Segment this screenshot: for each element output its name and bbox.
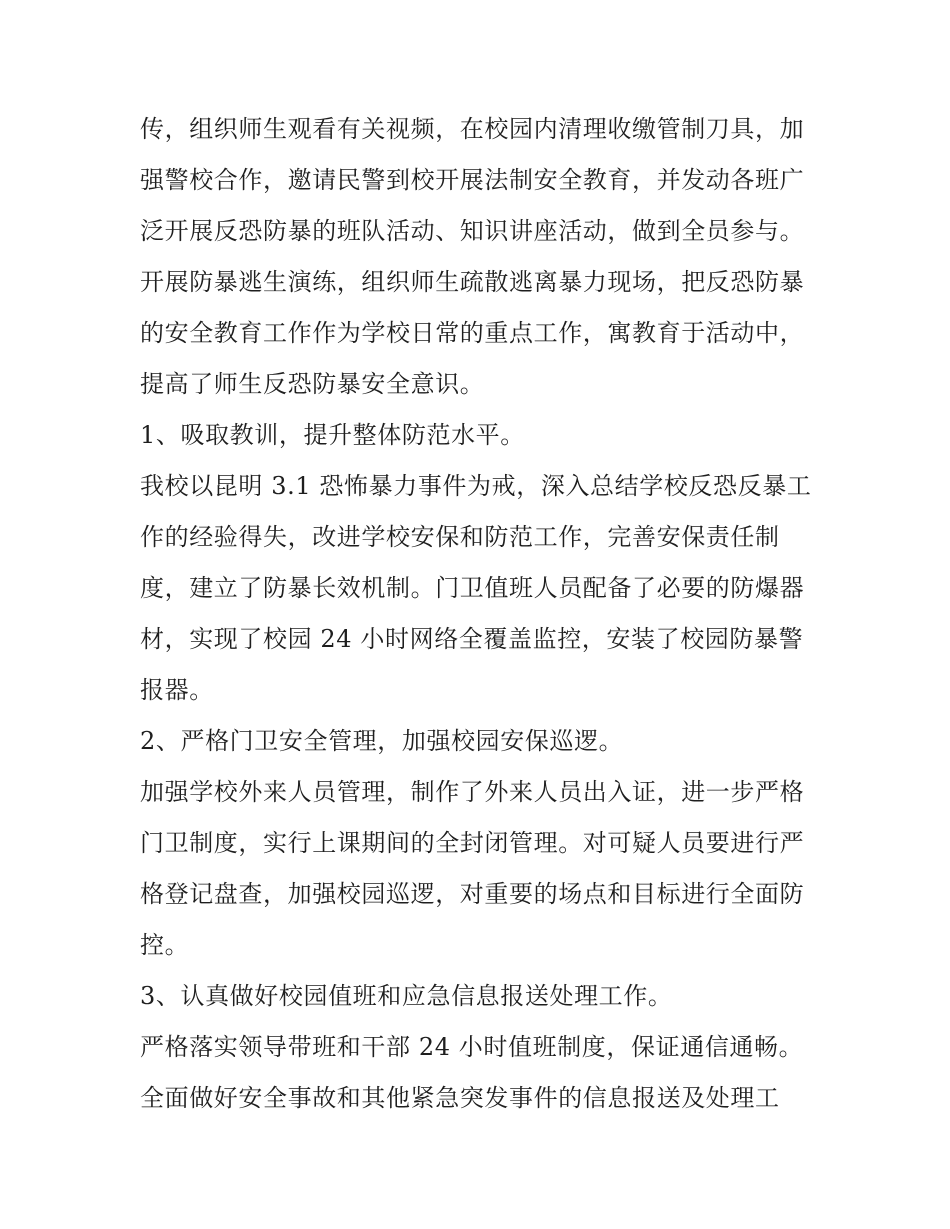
text-line: 严格落实领导带班和干部 24 小时值班制度，保证通信通畅。 bbox=[140, 1033, 804, 1061]
text-line: 作的经验得失，改进学校安保和防范工作，完善安保责任制 bbox=[140, 523, 780, 551]
text-line: 材，实现了校园 24 小时网络全覆盖监控，安装了校园防暴警 bbox=[140, 625, 804, 653]
document-body bbox=[140, 104, 820, 1124]
text-line: 的安全教育工作作为学校日常的重点工作，寓教育于活动中， bbox=[140, 319, 805, 347]
text-line: 全面做好安全事故和其他紧急突发事件的信息报送及处理工 bbox=[140, 1084, 780, 1112]
text-line: 提高了师生反恐防暴安全意识。 bbox=[140, 370, 485, 398]
text-line: 强警校合作，邀请民警到校开展法制安全教育，并发动各班广 bbox=[140, 166, 805, 194]
text-line: 泛开展反恐防暴的班队活动、知识讲座活动，做到全员参与。 bbox=[140, 217, 805, 245]
text-line: 报器。 bbox=[140, 676, 214, 704]
section-heading-1: 1、吸取教训，提升整体防范水平。 bbox=[140, 421, 525, 449]
section-heading-3: 3、认真做好校园值班和应急信息报送处理工作。 bbox=[140, 982, 673, 1010]
text-line: 传，组织师生观看有关视频，在校园内清理收缴管制刀具，加 bbox=[140, 115, 805, 143]
text-line: 加强学校外来人员管理，制作了外来人员出入证，进一步严格 bbox=[140, 778, 805, 806]
text-line: 格登记盘查，加强校园巡逻，对重要的场点和目标进行全面防 bbox=[140, 880, 805, 908]
text-line: 开展防暴逃生演练，组织师生疏散逃离暴力现场，把反恐防暴 bbox=[140, 268, 805, 296]
text-line: 度，建立了防暴长效机制。门卫值班人员配备了必要的防爆器 bbox=[140, 574, 805, 602]
section-heading-2: 2、严格门卫安全管理，加强校园安保巡逻。 bbox=[140, 727, 624, 755]
text-line: 门卫制度，实行上课期间的全封闭管理。对可疑人员要进行严 bbox=[140, 829, 805, 857]
text-line: 我校以昆明 3.1 恐怖暴力事件为戒，深入总结学校反恐反暴工 bbox=[140, 472, 812, 500]
text-line: 控。 bbox=[140, 931, 190, 959]
